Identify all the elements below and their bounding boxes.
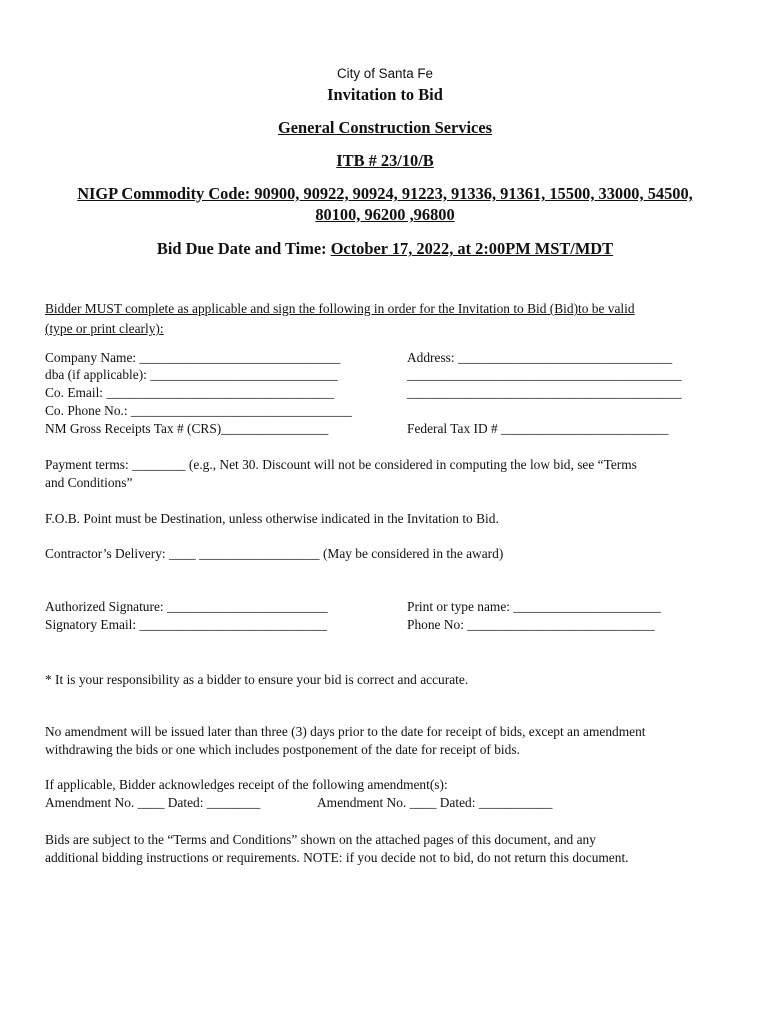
responsibility-note: * It is your responsibility as a bidder to ensure your bid is correct and accurate. (45, 672, 469, 687)
bid-due-date (0, 239, 770, 259)
project-title: General Construction Services (278, 118, 492, 137)
contractor-delivery-field[interactable]: Contractor’s Delivery: ____ __________________ (May be considered in the award) (45, 546, 504, 561)
address-line2-field[interactable]: _________________________________________ (407, 367, 682, 382)
itb-number: ITB # 23/10/B (336, 151, 434, 170)
dba-field[interactable]: dba (if applicable): ____________________________ (45, 367, 338, 382)
company-email-field[interactable]: Co. Email: __________________________________ (45, 385, 335, 400)
print-name-field[interactable]: Print or type name: ______________________ (407, 599, 661, 614)
bid-due-value: October 17, 2022, at 2:00PM MST/MDT (330, 239, 614, 258)
payment-terms-line1[interactable]: Payment terms: ________ (e.g., Net 30. Discount will not be considered in computing the low bid, see “Terms (45, 457, 637, 472)
acknowledge-line: If applicable, Bidder acknowledges receipt of the following amendment(s): (45, 777, 448, 792)
address-field[interactable]: Address: ________________________________ (407, 350, 673, 365)
nigp-codes-line2: 80100, 96200 ,96800 (315, 205, 455, 224)
terms-line1: Bids are subject to the “Terms and Conditions” shown on the attached pages of this document, and any (45, 832, 596, 847)
document-type: Invitation to Bid (327, 85, 443, 104)
bid-due-label: Bid Due Date and Time: (156, 239, 331, 258)
authorized-signature-field[interactable]: Authorized Signature: ________________________ (45, 599, 328, 614)
company-name-field[interactable]: Company Name: ______________________________ (45, 350, 341, 365)
amendment-notice-line1: No amendment will be issued later than three (3) days prior to the date for receipt of bids, except an amendment (45, 724, 646, 739)
payment-terms-line2: and Conditions” (45, 475, 133, 490)
signatory-phone-field[interactable]: Phone No: ____________________________ (407, 617, 655, 632)
city-name: City of Santa Fe (336, 66, 433, 81)
nm-gross-receipts-field[interactable]: NM Gross Receipts Tax # (CRS)________________ (45, 421, 329, 436)
amendment-notice-line2: withdrawing the bids or one which includes postponement of the date for receipt of bids. (45, 742, 520, 757)
fob-statement: F.O.B. Point must be Destination, unless otherwise indicated in the Invitation to Bid. (45, 511, 499, 526)
address-line3-field[interactable]: _________________________________________ (407, 385, 682, 400)
instructions-line2: (type or print clearly): (45, 321, 164, 336)
amendment-1-field[interactable]: Amendment No. ____ Dated: ________ (45, 795, 261, 810)
company-phone-field[interactable]: Co. Phone No.: _________________________________ (45, 403, 352, 418)
federal-tax-id-field[interactable]: Federal Tax ID # _________________________ (407, 421, 669, 436)
instructions-line1: Bidder MUST complete as applicable and sign the following in order for the Invitation to Bid (Bid)to be valid (45, 301, 635, 316)
amendment-2-field[interactable]: Amendment No. ____ Dated: ___________ (317, 795, 553, 810)
terms-line2: additional bidding instructions or requirements. NOTE: if you decide not to bid, do not return this document. (45, 850, 629, 865)
nigp-codes-line1: NIGP Commodity Code: 90900, 90922, 90924, 91223, 91336, 91361, 15500, 33000, 54500, (77, 184, 693, 203)
signatory-email-field[interactable]: Signatory Email: ____________________________ (45, 617, 327, 632)
